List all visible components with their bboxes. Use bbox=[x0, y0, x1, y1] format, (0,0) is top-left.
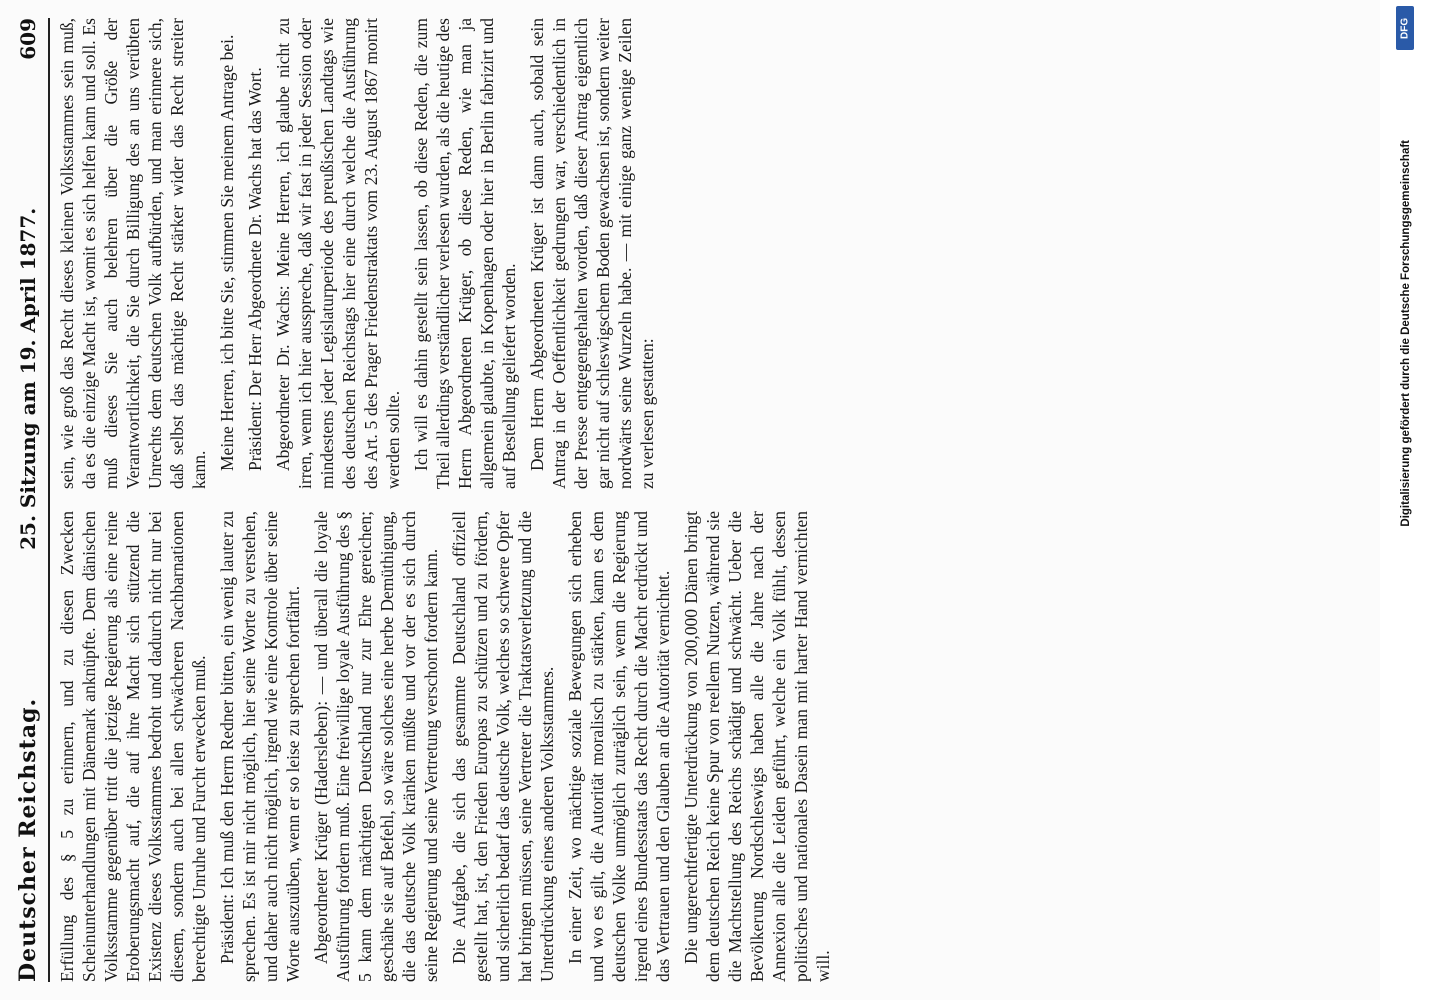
paragraph: Meine Herren, ich bitte Sie, stimmen Sie meinem Antrage bei. bbox=[217, 34, 237, 471]
credit-text: Digitalisierung gefördert durch die Deutsche Forschungsgemeinschaft bbox=[1400, 140, 1412, 527]
digitization-credit bbox=[1396, 0, 1424, 1000]
paragraph: Abgeordneter Krüger (Hadersleben): — und überall die loyale Ausführung fordern muß. Eine freiwillige loyale Ausführung des § 5 kann dem mächtigen Deutschland nur zur Ehre gereichen; geschähe sie auf Befehl, so wäre solches eine herbe Demüthigung, die das deutsche Volk kränken müßte und vor der es sich durch seine Regierung und seine Vertretung verschont fordern kann. bbox=[311, 511, 441, 982]
paragraph: Präsident: Ich muß den Herrn Redner bitten, ein wenig lauter zu sprechen. Es ist mir nicht möglich, hier seine Worte zu verstehen, und daher auch nicht möglich, irgend wie eine Kontrole über seine Worte auszuüben, wenn er so leise zu sprechen fortfährt. bbox=[217, 511, 303, 982]
text-columns bbox=[56, 18, 1356, 982]
paragraph: Die Aufgabe, die sich das gesammte Deutschland offiziell gestellt hat, ist, den Frieden Europas zu schützen und zu fördern, und sicherlich bedarf das deutsche Volk, welches so schwere Opfer hat bringen müssen, seine Vertreter die Traktatsverletzung und die Unterdrückung eines anderen Volksstammes. bbox=[449, 511, 557, 982]
paragraph: Dem Herrn Abgeordneten Krüger ist dann auch, sobald sein Antrag in der Oeffentlichkeit gedrungen war, verschiedentlich in der Presse entgegengehalten worden, daß dieser Antrag eigentlich gar nicht auf schleswigschem Boden gewachsen ist, sondern weiter nordwärts seine Wurzeln habe. — mit einige ganz wenige Zeilen zu verlesen gestatten: bbox=[527, 18, 657, 489]
page-number: 609 bbox=[16, 18, 40, 60]
dfg-logo: DFG bbox=[1396, 6, 1414, 50]
paragraph: Erfüllung des § 5 zu erinnern, und zu diesen Zwecken Scheinunterhandlungen mit Dänemark anknüpfte. Dem dänischen Volksstamme gegenüber tritt die jetzige Regierung als eine reine Eroberungsmacht auf, die auf ihre Macht sich stützend die Existenz dieses Volksstammes bedroht und dadurch nicht nur bei diesem, sondern auch bei allen schwächeren Nachbarnationen berechtigte Unruhe und Furcht erwecken muß. bbox=[57, 511, 209, 982]
paragraph: sein, wie groß das Recht dieses kleinen Volksstammes sein muß, da es die einzige Macht ist, womit es sich helfen kann und soll. Es muß dieses Sie auch belehren über die Größe der Verantwortlichkeit, die Sie durch Billigung des an uns verübten Unrechts dem deutschen Volk aufbürden, und man erinnere sich, daß selbst das mächtige Recht stärker wider das Recht streiter kann. bbox=[57, 18, 209, 489]
header-title: Deutscher Reichstag. bbox=[15, 697, 41, 982]
paragraph: Ich will es dahin gestellt sein lassen, ob diese Reden, die zum Theil allerdings verständlicher verlesen wurden, als die heutige des Herrn Abgeordneten Krüger, ob diese Reden, wie man ja allgemein glaubte, in Kopenhagen oder hier in Berlin fabrizirt und auf Bestellung geliefert worden. bbox=[411, 18, 519, 489]
paragraph: Präsident: Der Herr Abgeordnete Dr. Wachs hat das Wort. bbox=[245, 67, 265, 471]
header-session: 25. Sitzung am 19. April 1877. bbox=[16, 207, 40, 550]
paragraph: Abgeordneter Dr. Wachs: Meine Herren, ich glaube nicht zu irren, wenn ich hier ausspreche, daß wir fast in jeder Session oder mindestens jeder Legislaturperiode des preußischen Landtags wie des deutschen Reichstags hier eine durch welche die Ausführung des Art. 5 des Prager Friedenstraktats vom 23. August 1867 monirt werden sollte. bbox=[273, 18, 403, 489]
paragraph: In einer Zeit, wo mächtige soziale Bewegungen sich erheben und wo es gilt, die Autorität moralisch zu stärken, kann es dem deutschen Volke unmöglich zuträglich sein, wenn die Regierung irgend eines Bundesstaats das Recht durch die Macht erdrückt und das Vertrauen und den Glauben an die Autorität vernichtet. bbox=[565, 511, 673, 982]
paragraph: Die ungerechtfertigte Unterdrückung von 200,000 Dänen bringt dem deutschen Reich keine Spur von reellem Nutzen, während sie die Machtstellung des Reichs schädigt und schwächt. Ueber die Bevölkerung Nordschleswigs haben alle die Jahre nach der Annexion alle die Leiden geführt, welche ein Volk fühlt, dessen politisches und nationales Dasein man mit harter Hand vernichten will. bbox=[681, 511, 833, 982]
page-header bbox=[8, 18, 50, 982]
column-right bbox=[56, 18, 1356, 489]
column-left bbox=[56, 511, 1356, 982]
